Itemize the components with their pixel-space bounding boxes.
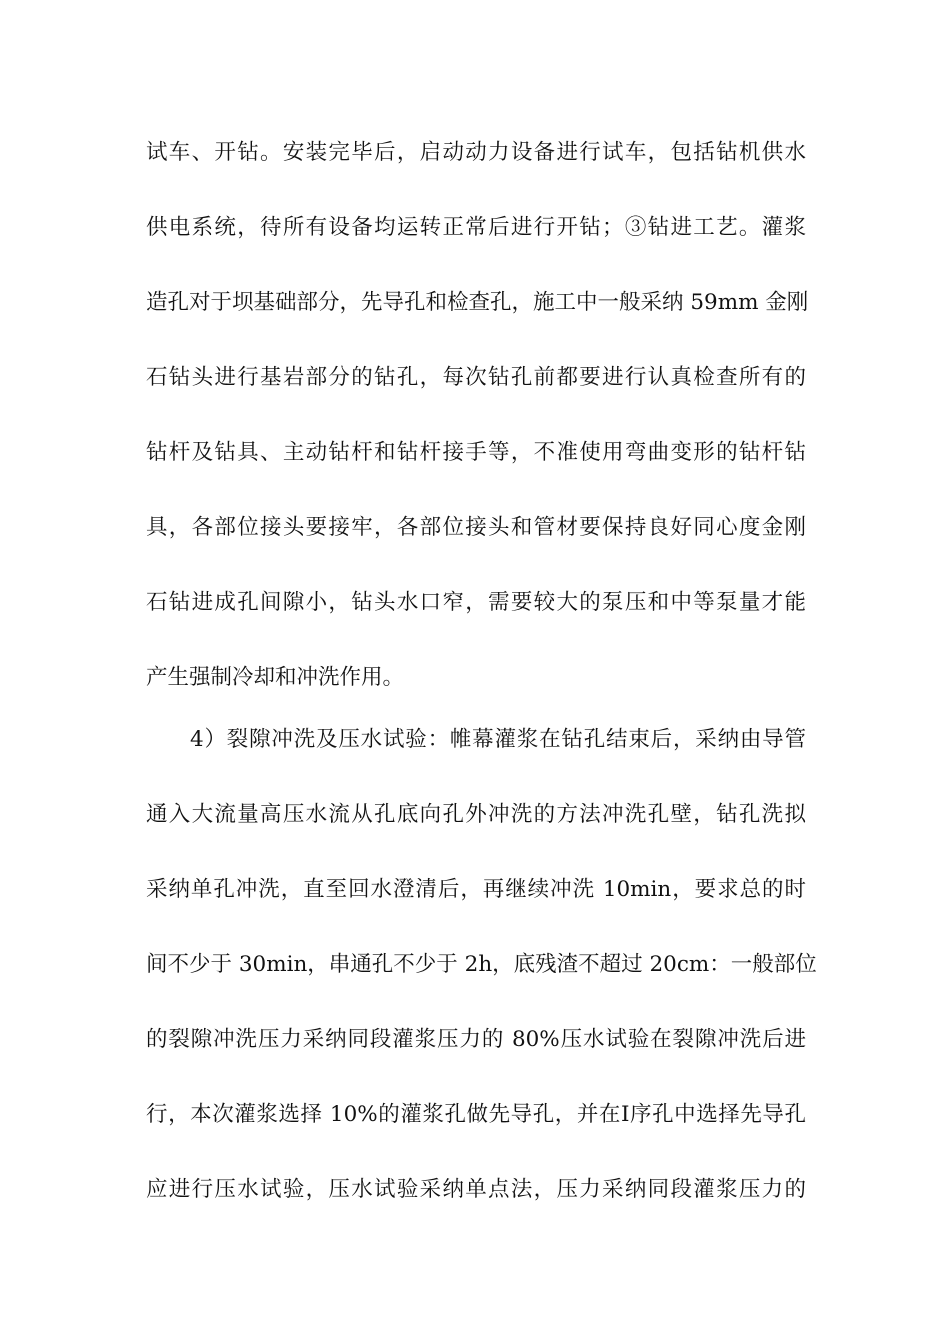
- text-line: 4）裂隙冲洗及压水试验：帷幕灌浆在钻孔结束后，采纳由导管: [190, 727, 806, 752]
- text-line: 供电系统，待所有设备均运转正常后进行开钻；③钻进工艺。灌浆: [146, 215, 806, 240]
- text-line: 具，各部位接头要接牢，各部位接头和管材要保持良好同心度金刚: [146, 515, 806, 540]
- text-line: 造孔对于坝基础部分，先导孔和检查孔，施工中一般采纳 59mm 金刚: [146, 290, 809, 315]
- text-line: 石钻头进行基岩部分的钻孔，每次钻孔前都要进行认真检查所有的: [146, 365, 806, 390]
- text-line: 间不少于 30min，串通孔不少于 2h，底残渣不超过 20cm：一般部位: [146, 952, 817, 977]
- text-line: 产生强制冷却和冲洗作用。: [146, 665, 405, 690]
- text-line: 采纳单孔冲洗，直至回水澄清后，再继续冲洗 10min，要求总的时: [146, 877, 806, 902]
- text-line: 通入大流量高压水流从孔底向孔外冲洗的方法冲洗孔壁，钻孔洗拟: [146, 802, 806, 827]
- text-line: 行，本次灌浆选择 10%的灌浆孔做先导孔，并在Ⅰ序孔中选择先导孔: [146, 1102, 806, 1127]
- text-line: 试车、开钻。安装完毕后，启动动力设备进行试车，包括钻机供水: [146, 140, 806, 165]
- text-line: 的裂隙冲洗压力采纳同段灌浆压力的 80%压水试验在裂隙冲洗后进: [146, 1027, 806, 1052]
- text-line: 石钻进成孔间隙小，钻头水口窄，需要较大的泵压和中等泵量才能: [146, 590, 806, 615]
- text-line: 应进行压水试验，压水试验采纳单点法，压力采纳同段灌浆压力的: [146, 1177, 806, 1202]
- text-line: 钻杆及钻具、主动钻杆和钻杆接手等，不准使用弯曲变形的钻杆钻: [146, 440, 806, 465]
